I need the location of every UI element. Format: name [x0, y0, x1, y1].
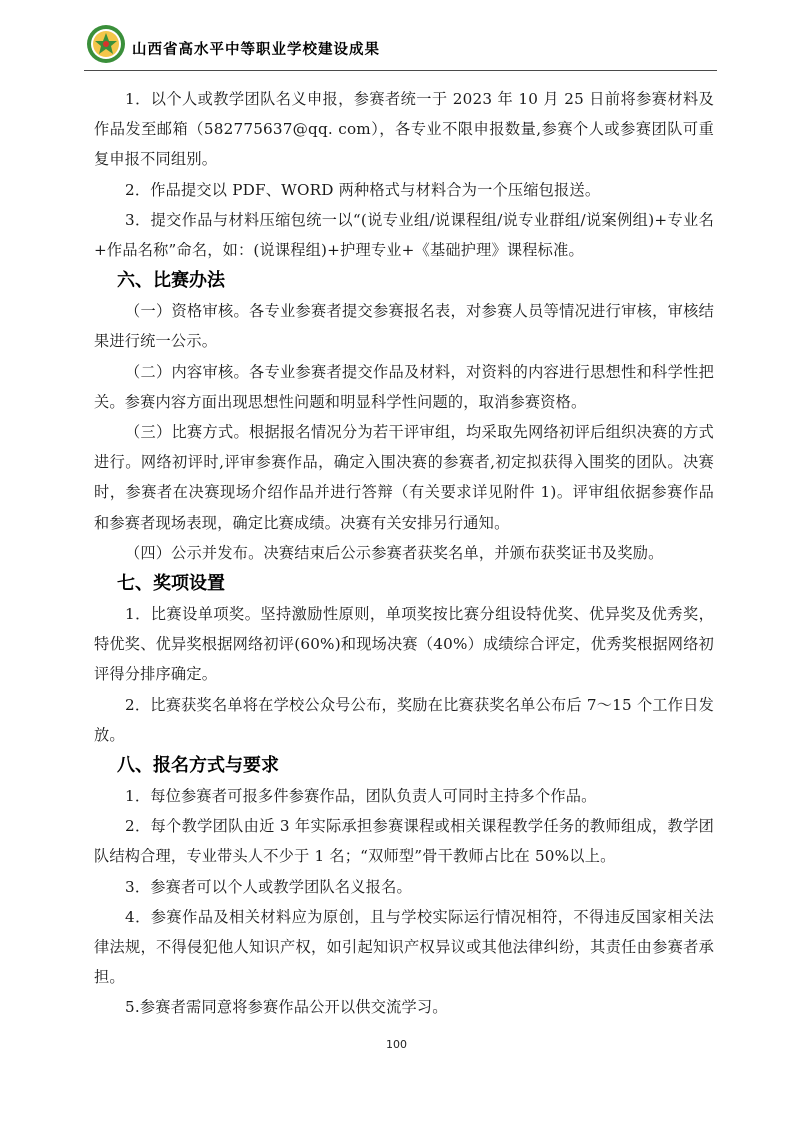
paragraph: 2．作品提交以 PDF、WORD 两种格式与材料合为一个压缩包报送。 — [125, 180, 601, 199]
paragraph: （二）内容审核。各专业参赛者提交作品及材料，对资料的内容进行思想性和科学性把关。参赛内容方面出现思想性问题和明显科学性问题的，取消参赛资格。 — [94, 362, 714, 411]
paragraph: 3．参赛者可以个人或教学团队名义报名。 — [125, 877, 412, 896]
header-divider — [84, 70, 717, 71]
section-heading: 六、比赛办法 — [117, 270, 225, 292]
paragraph: 1．比赛设单项奖。坚持激励性原则，单项奖按比赛分组设特优奖、优异奖及优秀奖，特优奖、优异奖根据网络初评(60%)和现场决赛（40%）成绩综合评定，优秀奖根据网络初评得分排序确定。 — [94, 605, 714, 684]
paragraph: 4．参赛作品及相关材料应为原创，且与学校实际运行情况相符，不得违反国家相关法律法规，不得侵犯他人知识产权，如引起知识产权异议或其他法律纠纷，其责任由参赛者承担。 — [94, 907, 714, 987]
header-title: 山西省高水平中等职业学校建设成果 — [132, 42, 380, 58]
page-number: 100 — [386, 1038, 407, 1051]
paragraph: （四）公示并发布。决赛结束后公示参赛者获奖名单，并颁布获奖证书及奖励。 — [125, 543, 664, 562]
page-header — [84, 22, 717, 72]
paragraph: 1．每位参赛者可报多件参赛作品，团队负责人可同时主持多个作品。 — [125, 787, 597, 806]
document-body — [94, 84, 714, 1023]
paragraph: （一）资格审核。各专业参赛者提交参赛报名表，对参赛人员等情况进行审核，审核结果进行统一公示。 — [94, 302, 714, 351]
section-heading: 七、奖项设置 — [117, 573, 225, 595]
paragraph: 2．比赛获奖名单将在学校公众号公布，奖励在比赛获奖名单公布后 7～15 个工作日发放。 — [94, 695, 714, 744]
paragraph: 2．每个教学团队由近 3 年实际承担参赛课程或相关课程教学任务的教师组成，教学团队结构合理，专业带头人不少于 1 名；“双师型”骨干教师占比在 50%以上。 — [94, 817, 714, 866]
paragraph: 5.参赛者需同意将参赛作品公开以供交流学习。 — [125, 998, 448, 1017]
school-logo-icon — [86, 24, 126, 64]
paragraph: 1．以个人或教学团队名义申报，参赛者统一于 2023 年 10 月 25 日前将参赛材料及作品发至邮箱（582775637@qq. com），各专业不限申报数量,参赛个人或参赛团队可重复申报不同组别。 — [94, 90, 714, 169]
section-heading: 八、报名方式与要求 — [117, 755, 279, 777]
paragraph: （三）比赛方式。根据报名情况分为若干评审组，均采取先网络初评后组织决赛的方式进行。网络初评时,评审参赛作品，确定入围决赛的参赛者,初定拟获得入围奖的团队。决赛时，参赛者在决赛现场介绍作品并进行答辩（有关要求详见附件 1)。评审组依据参赛作品和参赛者现场表现，确定比赛成绩。决赛有关安排另行通知。 — [94, 423, 714, 532]
paragraph: 3．提交作品与材料压缩包统一以“(说专业组/说课程组/说专业群组/说案例组)+专业名+作品名称”命名，如：(说课程组)+护理专业+《基础护理》课程标准。 — [94, 210, 714, 260]
